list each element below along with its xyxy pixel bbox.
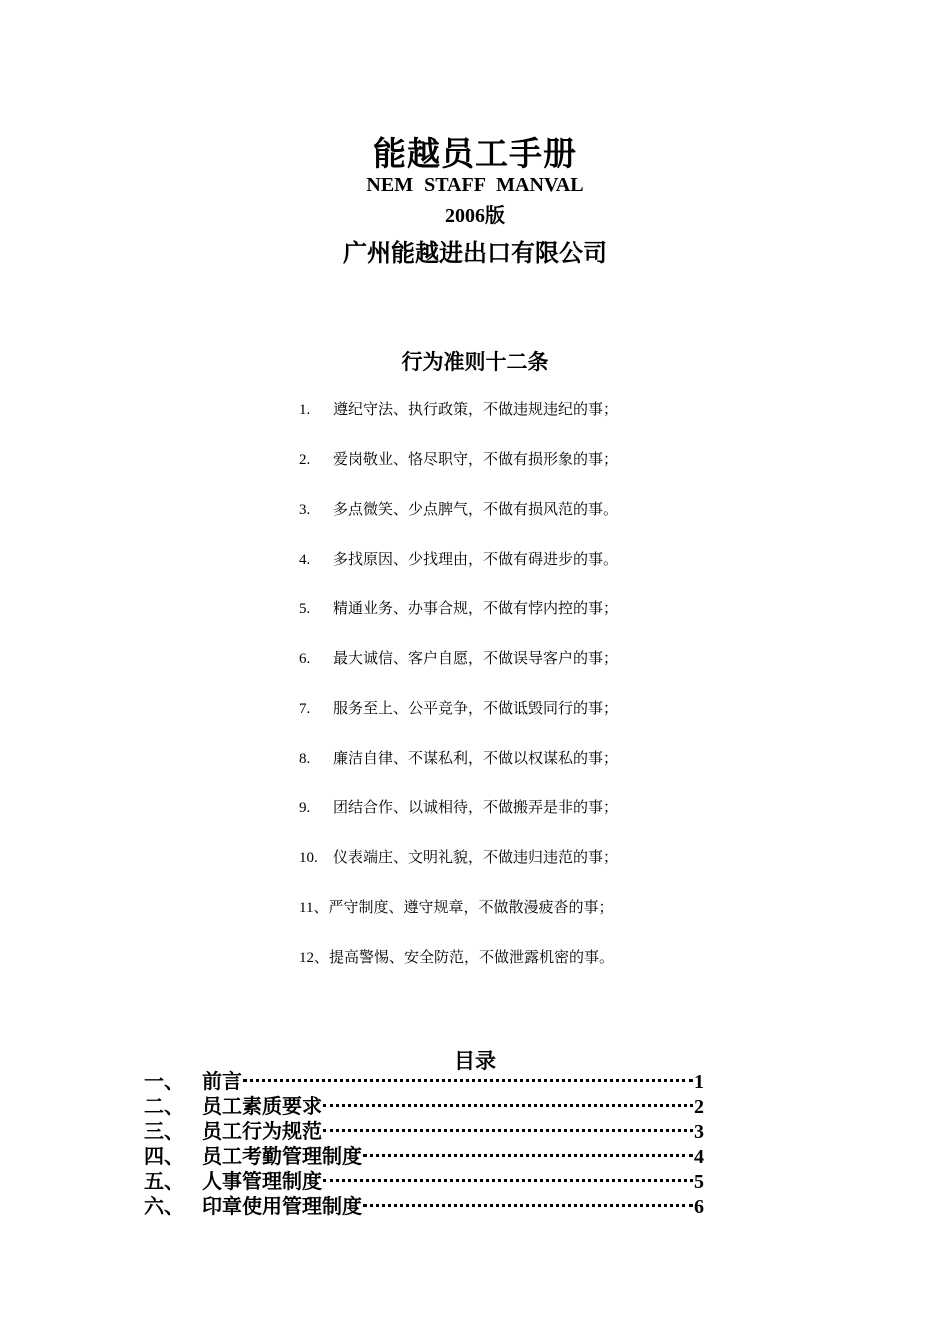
toc-entry-label: 印章使用管理制度 (202, 1196, 362, 1218)
toc-entry-page: 5 (694, 1171, 704, 1193)
toc-entry-label: 员工行为规范 (202, 1121, 322, 1143)
toc-entry-page: 6 (694, 1196, 704, 1218)
toc-dot-leader (323, 1104, 693, 1107)
table-of-contents (144, 1070, 714, 1220)
rule-item (299, 598, 618, 620)
rule-text: 精通业务、办事合规，不做有悖内控的事； (333, 601, 619, 617)
rule-text: 最大诚信、客户自愿，不做误导客户的事； (333, 651, 619, 667)
toc-entry-page: 2 (694, 1096, 704, 1118)
toc-dot-leader (323, 1179, 693, 1182)
rule-number: 3. (299, 502, 311, 518)
rule-item (299, 499, 618, 521)
document-edition: 2006版 (445, 205, 505, 227)
rule-item (299, 947, 614, 969)
document-subtitle-english: NEM STAFF MANVAL (366, 174, 584, 196)
toc-entry-index: 二、 (144, 1096, 184, 1118)
rule-text: 团结合作、以诚相待，不做搬弄是非的事； (333, 800, 619, 816)
toc-entry-label: 人事管理制度 (202, 1171, 322, 1193)
rule-item (299, 698, 618, 720)
rule-number: 11、 (299, 900, 329, 916)
toc-entry-page: 1 (694, 1071, 704, 1093)
toc-heading: 目录 (454, 1049, 496, 1073)
rule-number: 1. (299, 402, 311, 418)
rule-number: 10. (299, 850, 318, 866)
toc-entry-label: 员工考勤管理制度 (202, 1146, 362, 1168)
rule-number: 8. (299, 751, 311, 767)
rule-item (299, 748, 618, 770)
rule-text: 多点微笑、少点脾气，不做有损风范的事。 (333, 502, 619, 518)
toc-entry[interactable] (144, 1095, 714, 1120)
rule-number: 6. (299, 651, 311, 667)
toc-entry-index: 三、 (144, 1121, 184, 1143)
toc-entry[interactable] (144, 1145, 714, 1170)
rule-item (299, 897, 613, 919)
toc-entry[interactable] (144, 1170, 714, 1195)
toc-dot-leader (363, 1204, 693, 1207)
rule-number: 9. (299, 800, 311, 816)
rule-text: 遵纪守法、执行政策，不做违规违纪的事； (333, 402, 619, 418)
rule-item (299, 399, 618, 421)
rule-item (299, 648, 618, 670)
toc-dot-leader (323, 1129, 693, 1132)
rule-text: 严守制度、遵守规章，不做散漫疲沓的事； (328, 900, 614, 916)
rule-number: 4. (299, 552, 311, 568)
rule-text: 仪表端庄、文明礼貌，不做违归违范的事； (333, 850, 619, 866)
rule-item (299, 449, 618, 471)
toc-entry-index: 四、 (144, 1146, 184, 1168)
rule-text: 服务至上、公平竞争，不做诋毁同行的事； (333, 701, 619, 717)
rule-item (299, 549, 618, 571)
company-name: 广州能越进出口有限公司 (343, 241, 607, 267)
toc-entry-index: 一、 (144, 1071, 184, 1093)
rule-text: 提高警惕、安全防范，不做泄露机密的事。 (329, 950, 615, 966)
rule-item (299, 797, 618, 819)
rule-text: 多找原因、少找理由，不做有碍进步的事。 (333, 552, 619, 568)
toc-entry[interactable] (144, 1195, 714, 1220)
toc-dot-leader (243, 1079, 693, 1082)
toc-entry-label: 员工素质要求 (202, 1096, 322, 1118)
rule-number: 12、 (299, 950, 330, 966)
toc-entry-index: 六、 (144, 1196, 184, 1218)
rule-text: 爱岗敬业、恪尽职守，不做有损形象的事； (333, 452, 619, 468)
toc-entry-page: 3 (694, 1121, 704, 1143)
toc-entry-index: 五、 (144, 1171, 184, 1193)
rule-number: 5. (299, 601, 311, 617)
rule-item (299, 847, 618, 869)
rules-heading: 行为准则十二条 (401, 350, 549, 374)
rule-text: 廉洁自律、不谋私利，不做以权谋私的事； (333, 751, 619, 767)
toc-entry-label: 前言 (202, 1071, 242, 1093)
toc-dot-leader (363, 1154, 693, 1157)
toc-entry[interactable] (144, 1070, 714, 1095)
rule-number: 2. (299, 452, 311, 468)
toc-entry[interactable] (144, 1120, 714, 1145)
rule-number: 7. (299, 701, 311, 717)
document-title: 能越员工手册 (373, 137, 577, 173)
toc-entry-page: 4 (694, 1146, 704, 1168)
